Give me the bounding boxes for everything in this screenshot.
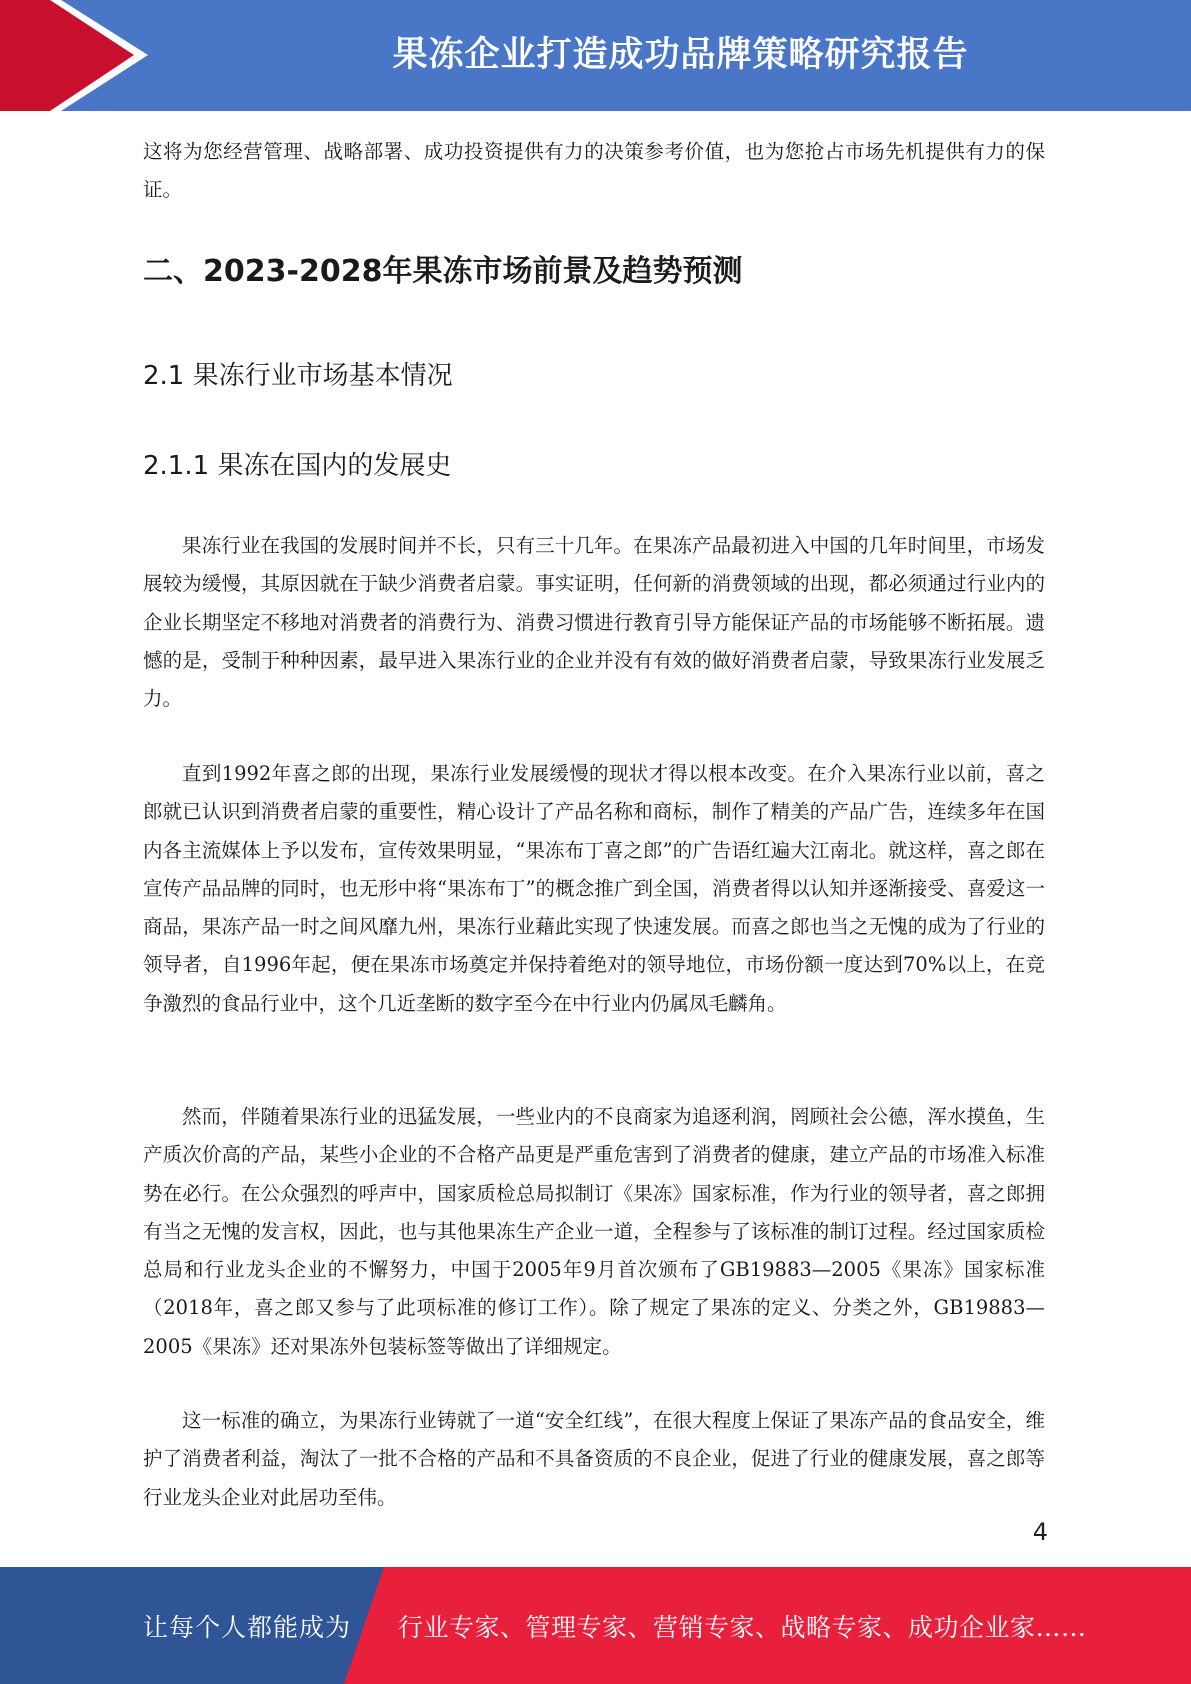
footer-slogan-right: 行业专家、管理专家、营销专家、战略专家、成功企业家…… <box>398 1612 1087 1642</box>
body-paragraph-4: 这一标准的确立，为果冻行业铸就了一道“安全红线”，在很大程度上保证了果冻产品的食品安全，维护了消费者利益，淘汰了一批不合格的产品和不具备资质的不良企业，促进了行业的健康发展，喜之郎等行业龙头企业对此居功至伟。 <box>143 1409 1045 1509</box>
section-heading: 二、2023-2028年果冻市场前景及趋势预测 <box>143 254 743 289</box>
body-paragraph-2: 直到1992年喜之郎的出现，果冻行业发展缓慢的现状才得以根本改变。在介入果冻行业以前，喜之郎就已认识到消费者启蒙的重要性，精心设计了产品名称和商标，制作了精美的产品广告，连续多年在国内各主流媒体上予以发布，宣传效果明显，“果冻布丁喜之郎”的广告语红遍大江南北。就这样，喜之郎在宣传产品品牌的同时，也无形中将“果冻布丁”的概念推广到全国，消费者得以认知并逐渐接受、喜爱这一商品，果冻产品一时之间风靡九州，果冻行业藉此实现了快速发展。而喜之郎也当之无愧的成为了行业的领导者，自1996年起，便在果冻市场奠定并保持着绝对的领导地位，市场份额一度达到70%以上，在竞争激烈的食品行业中，这个几近垄断的数字至今在中行业内仍属凤毛麟角。 <box>143 762 1045 1015</box>
report-title: 果冻企业打造成功品牌策略研究报告 <box>392 35 969 75</box>
subsubsection-heading: 2.1.1 果冻在国内的发展史 <box>143 451 452 481</box>
page-number: 4 <box>1032 1518 1048 1546</box>
body-paragraph-3: 然而，伴随着果冻行业的迅猛发展，一些业内的不良商家为追逐利润，罔顾社会公德，浑水摸鱼，生产质次价高的产品，某些小企业的不合格产品更是严重危害到了消费者的健康，建立产品的市场准入标准势在必行。在公众强烈的呼声中，国家质检总局拟制订《果冻》国家标准，作为行业的领导者，喜之郎拥有当之无愧的发言权，因此，也与其他果冻生产企业一道，全程参与了该标准的制订过程。经过国家质检总局和行业龙头企业的不懈努力，中国于2005年9月首次颁布了GB19883—2005《果冻》国家标准（2018年，喜之郎又参与了此项标准的修订工作）。除了规定了果冻的定义、分类之外，GB19883—2005《果冻》还对果冻外包装标签等做出了详细规定。 <box>143 1105 1045 1358</box>
page-header <box>0 0 1191 111</box>
footer-slogan-left: 让每个人都能成为 <box>143 1612 352 1642</box>
page-footer <box>0 1567 1191 1684</box>
intro-paragraph: 这将为您经营管理、战略部署、成功投资提供有力的决策参考价值，也为您抢占市场先机提供有力的保证。 <box>143 140 1045 202</box>
subsection-heading: 2.1 果冻行业市场基本情况 <box>143 361 453 391</box>
body-paragraph-1: 果冻行业在我国的发展时间并不长，只有三十几年。在果冻产品最初进入中国的几年时间里，市场发展较为缓慢，其原因就在于缺少消费者启蒙。事实证明，任何新的消费领域的出现，都必须通过行业内的企业长期坚定不移地对消费者的消费行为、消费习惯进行教育引导方能保证产品的市场能够不断拓展。遗憾的是，受制于种种因素，最早进入果冻行业的企业并没有有效的做好消费者启蒙，导致果冻行业发展乏力。 <box>143 534 1045 711</box>
